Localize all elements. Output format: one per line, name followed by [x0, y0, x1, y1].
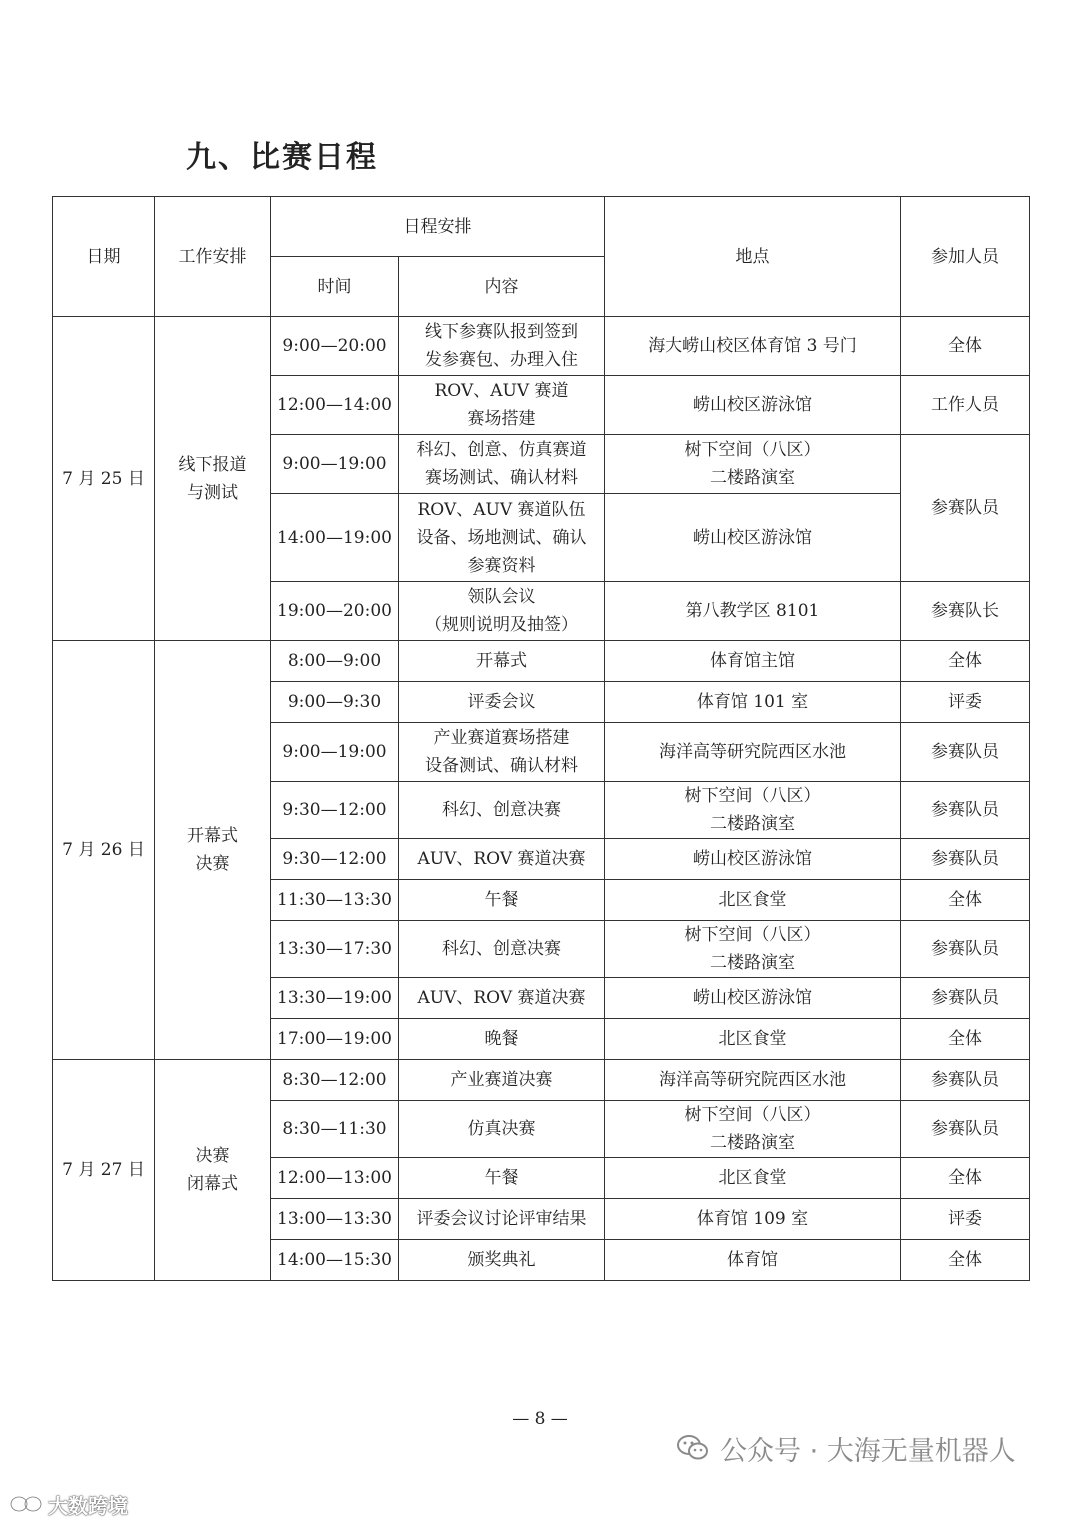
- time-cell: 14:00—15:30: [271, 1240, 399, 1281]
- table-row: [53, 641, 1030, 682]
- time-cell: 9:00—19:00: [271, 723, 399, 782]
- location-cell: 体育馆: [605, 1240, 901, 1281]
- participants-cell: 参赛队员: [901, 435, 1030, 582]
- participants-cell: 评委: [901, 682, 1030, 723]
- location-cell: 体育馆主馆: [605, 641, 901, 682]
- time-cell: 9:00—9:30: [271, 682, 399, 723]
- content-cell: 午餐: [399, 1158, 605, 1199]
- content-cell: 产业赛道赛场搭建 设备测试、确认材料: [399, 723, 605, 782]
- location-cell: 海洋高等研究院西区水池: [605, 723, 901, 782]
- location-cell: 北区食堂: [605, 1158, 901, 1199]
- time-cell: 11:30—13:30: [271, 880, 399, 921]
- location-cell: 体育馆 101 室: [605, 682, 901, 723]
- content-cell: 晚餐: [399, 1019, 605, 1060]
- section-title: 九、比赛日程: [186, 140, 378, 175]
- content-cell: 产业赛道决赛: [399, 1060, 605, 1101]
- header-location: 地点: [605, 197, 901, 317]
- content-cell: 颁奖典礼: [399, 1240, 605, 1281]
- day-date-cell: 7 月 26 日: [53, 641, 155, 1060]
- participants-cell: 参赛队员: [901, 839, 1030, 880]
- participants-cell: 参赛队员: [901, 1101, 1030, 1158]
- content-cell: AUV、ROV 赛道决赛: [399, 978, 605, 1019]
- time-cell: 13:00—13:30: [271, 1199, 399, 1240]
- participants-cell: 参赛队员: [901, 921, 1030, 978]
- participants-cell: 参赛队长: [901, 582, 1030, 641]
- content-cell: ROV、AUV 赛道队伍 设备、场地测试、确认 参赛资料: [399, 494, 605, 582]
- time-cell: 13:30—17:30: [271, 921, 399, 978]
- content-cell: AUV、ROV 赛道决赛: [399, 839, 605, 880]
- time-cell: 8:30—12:00: [271, 1060, 399, 1101]
- corner-watermark: [8, 1490, 128, 1518]
- header-work: 工作安排: [155, 197, 271, 317]
- location-cell: 体育馆 109 室: [605, 1199, 901, 1240]
- header-participants: 参加人员: [901, 197, 1030, 317]
- time-cell: 12:00—14:00: [271, 376, 399, 435]
- header-content: 内容: [399, 257, 605, 317]
- time-cell: 8:00—9:00: [271, 641, 399, 682]
- header-date: 日期: [53, 197, 155, 317]
- participants-cell: 全体: [901, 1240, 1030, 1281]
- time-cell: 14:00—19:00: [271, 494, 399, 582]
- participants-cell: 参赛队员: [901, 1060, 1030, 1101]
- participants-cell: 全体: [901, 1019, 1030, 1060]
- time-cell: 19:00—20:00: [271, 582, 399, 641]
- participants-cell: 全体: [901, 1158, 1030, 1199]
- content-cell: 评委会议: [399, 682, 605, 723]
- wechat-icon: [676, 1434, 710, 1462]
- content-cell: 仿真决赛: [399, 1101, 605, 1158]
- location-cell: 崂山校区游泳馆: [605, 839, 901, 880]
- time-cell: 9:30—12:00: [271, 782, 399, 839]
- watermark-text: 公众号 · 大海无量机器人: [720, 1435, 1016, 1467]
- participants-cell: 全体: [901, 317, 1030, 376]
- time-cell: 9:00—19:00: [271, 435, 399, 494]
- page-number: — 8 —: [512, 1409, 568, 1429]
- location-cell: 树下空间（八区） 二楼路演室: [605, 782, 901, 839]
- content-cell: 科幻、创意决赛: [399, 921, 605, 978]
- day-date-cell: 7 月 25 日: [53, 317, 155, 641]
- day-date-cell: 7 月 27 日: [53, 1060, 155, 1281]
- corner-watermark-text: 大数跨境: [48, 1493, 128, 1518]
- location-cell: 树下空间（八区） 二楼路演室: [605, 1101, 901, 1158]
- content-cell: 午餐: [399, 880, 605, 921]
- table-row: [53, 1060, 1030, 1101]
- day-work-cell: 开幕式 决赛: [155, 641, 271, 1060]
- participants-cell: 参赛队员: [901, 723, 1030, 782]
- time-cell: 8:30—11:30: [271, 1101, 399, 1158]
- location-cell: 崂山校区游泳馆: [605, 494, 901, 582]
- location-cell: 北区食堂: [605, 880, 901, 921]
- location-cell: 崂山校区游泳馆: [605, 978, 901, 1019]
- content-cell: 线下参赛队报到签到 发参赛包、办理入住: [399, 317, 605, 376]
- day-work-cell: 决赛 闭幕式: [155, 1060, 271, 1281]
- location-cell: 海大崂山校区体育馆 3 号门: [605, 317, 901, 376]
- loop-logo-icon: [8, 1493, 44, 1515]
- participants-cell: 工作人员: [901, 376, 1030, 435]
- day-work-cell: 线下报道 与测试: [155, 317, 271, 641]
- participants-cell: 参赛队员: [901, 782, 1030, 839]
- wechat-watermark: [676, 1428, 1016, 1468]
- location-cell: 崂山校区游泳馆: [605, 376, 901, 435]
- content-cell: 科幻、创意、仿真赛道 赛场测试、确认材料: [399, 435, 605, 494]
- location-cell: 海洋高等研究院西区水池: [605, 1060, 901, 1101]
- content-cell: ROV、AUV 赛道 赛场搭建: [399, 376, 605, 435]
- participants-cell: 参赛队员: [901, 978, 1030, 1019]
- time-cell: 12:00—13:00: [271, 1158, 399, 1199]
- location-cell: 树下空间（八区） 二楼路演室: [605, 921, 901, 978]
- time-cell: 9:30—12:00: [271, 839, 399, 880]
- participants-cell: 评委: [901, 1199, 1030, 1240]
- content-cell: 领队会议 （规则说明及抽签）: [399, 582, 605, 641]
- location-cell: 北区食堂: [605, 1019, 901, 1060]
- content-cell: 开幕式: [399, 641, 605, 682]
- participants-cell: 全体: [901, 641, 1030, 682]
- participants-cell: 全体: [901, 880, 1030, 921]
- location-cell: 第八教学区 8101: [605, 582, 901, 641]
- table-row: [53, 317, 1030, 376]
- location-cell: 树下空间（八区） 二楼路演室: [605, 435, 901, 494]
- time-cell: 17:00—19:00: [271, 1019, 399, 1060]
- time-cell: 13:30—19:00: [271, 978, 399, 1019]
- schedule-table: [52, 196, 1030, 1281]
- header-schedule: 日程安排: [271, 197, 605, 257]
- content-cell: 评委会议讨论评审结果: [399, 1199, 605, 1240]
- content-cell: 科幻、创意决赛: [399, 782, 605, 839]
- time-cell: 9:00—20:00: [271, 317, 399, 376]
- header-time: 时间: [271, 257, 399, 317]
